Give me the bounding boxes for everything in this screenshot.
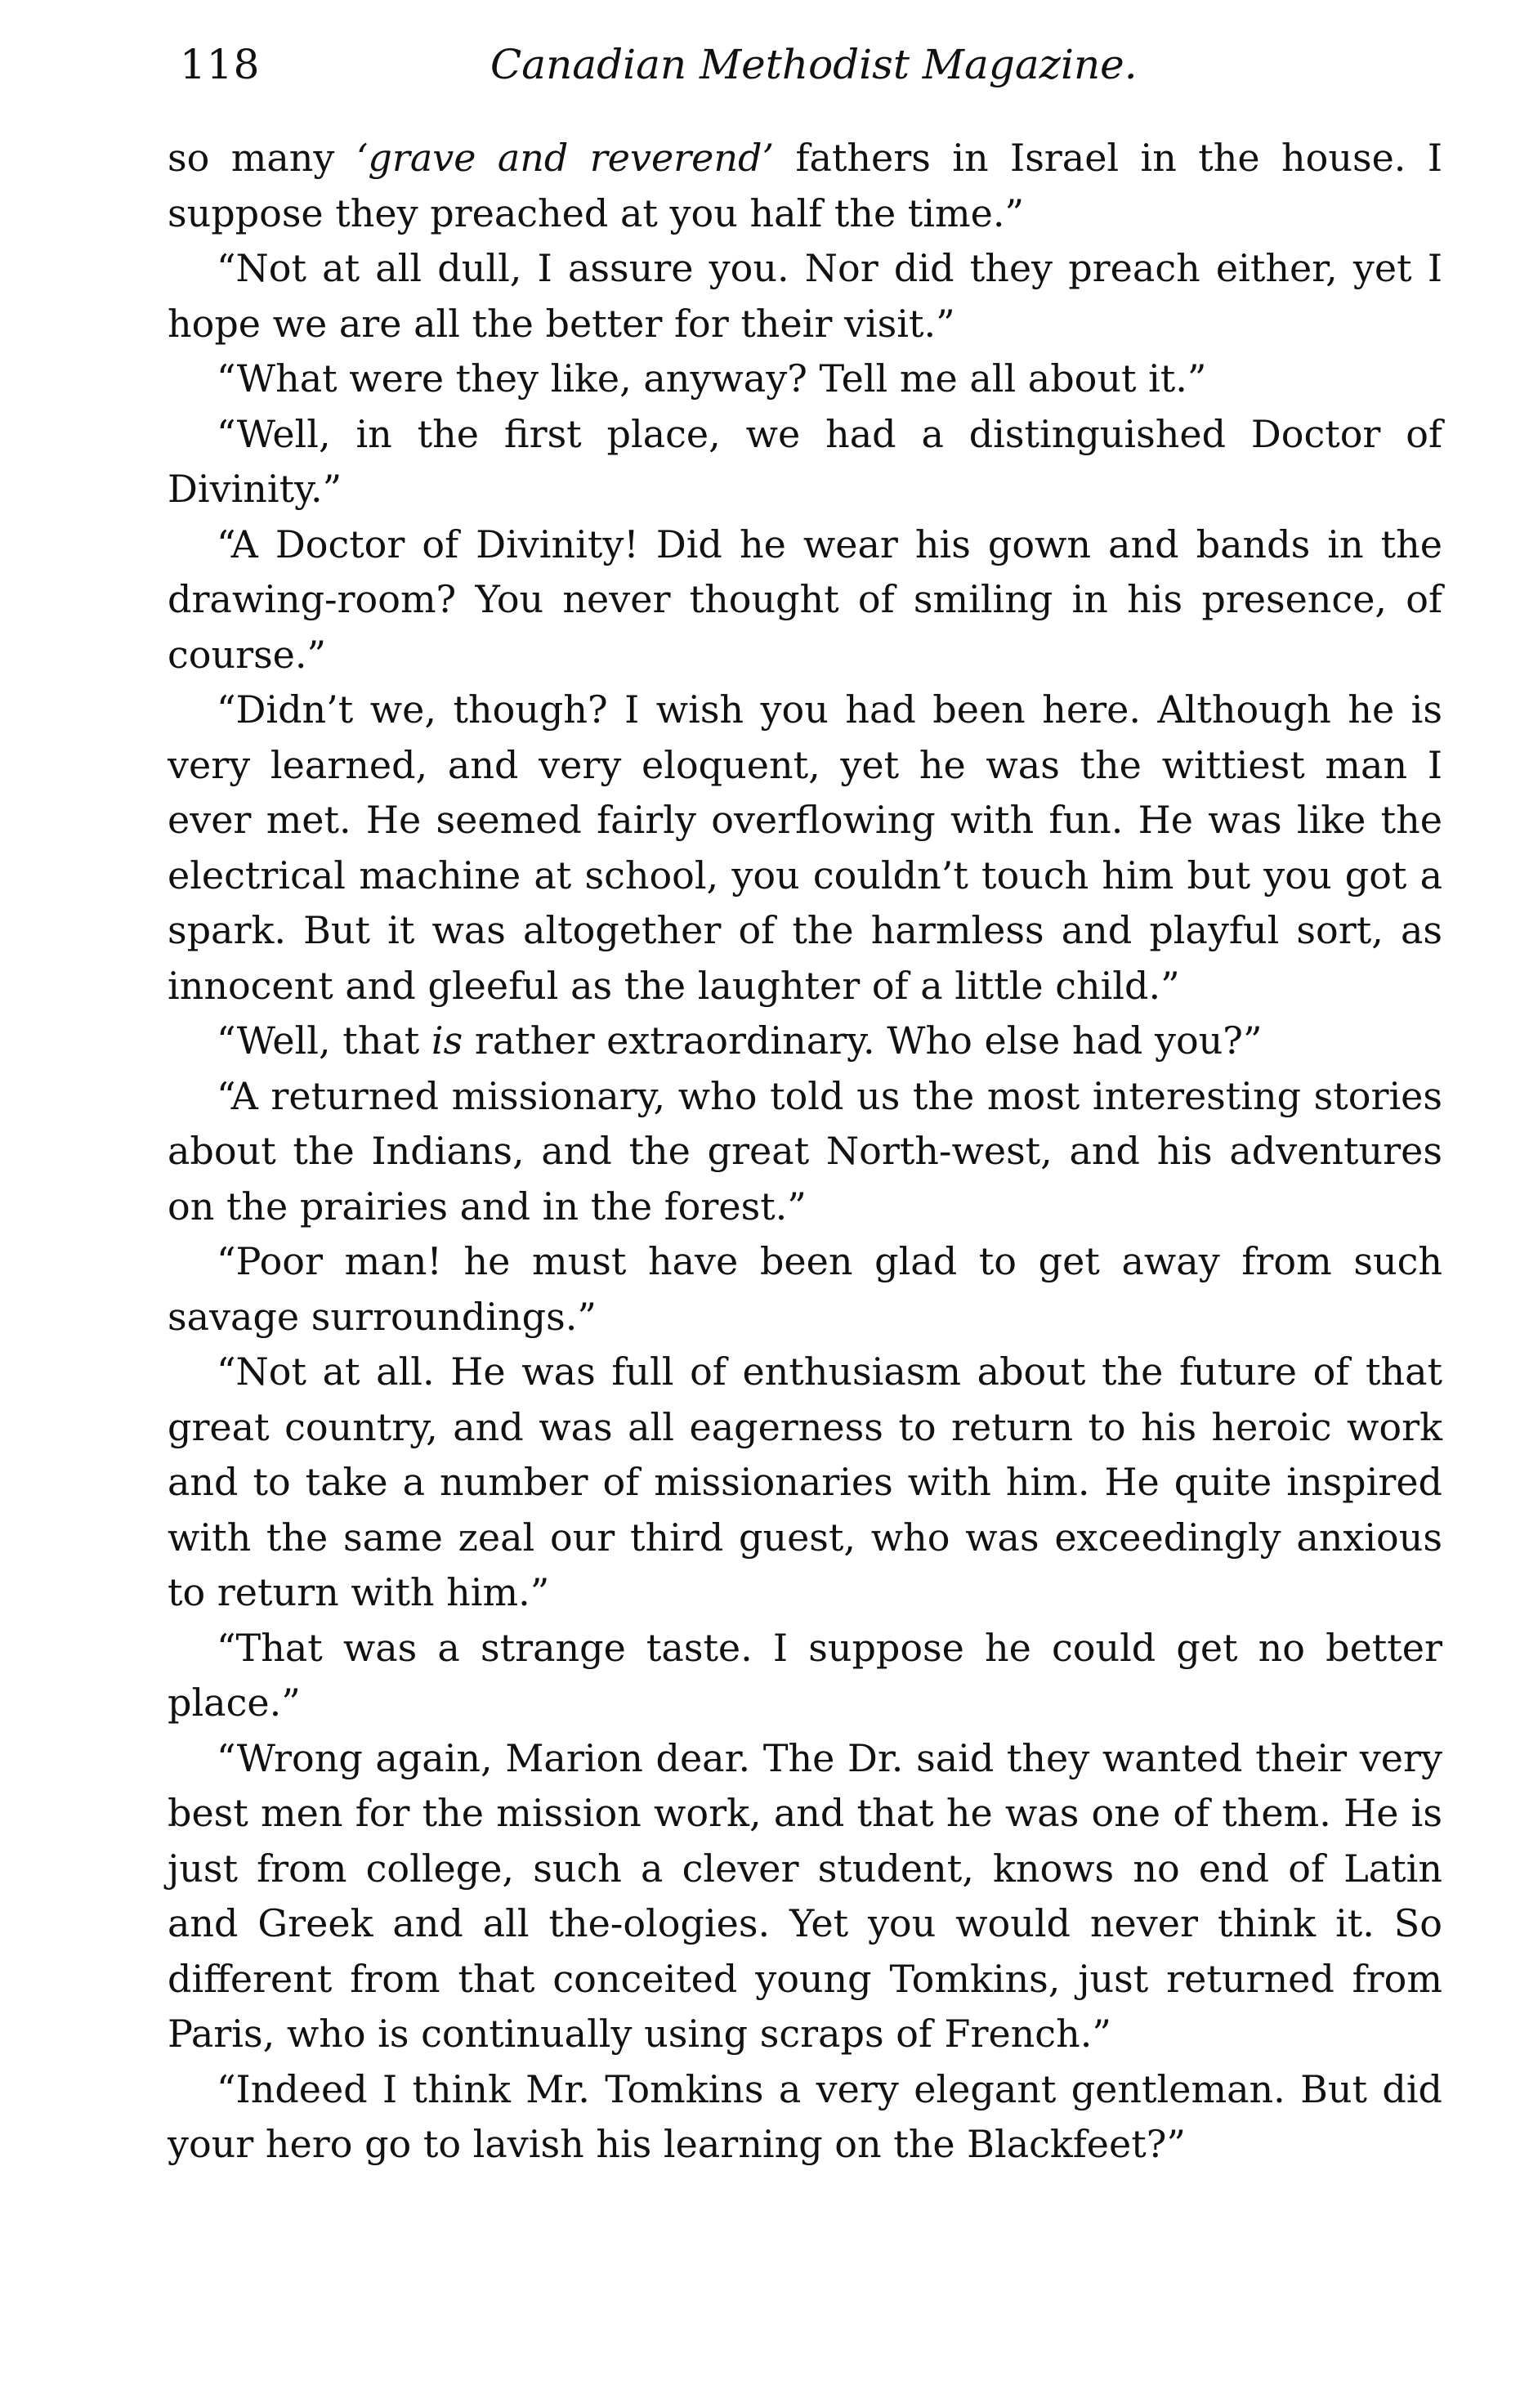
paragraph: “Not at all. He was full of enthusiasm about the future of that great country, and was all eagerness to return to his heroic work and to take a number of missionaries with him. He quite inspired with the same zeal our third guest, who was exceedingly anxious to return with him.”	[168, 1349, 1442, 1614]
page-number: 118	[180, 41, 261, 88]
paragraph: “Poor man! he must have been glad to get away from such savage surroundings.”	[168, 1239, 1442, 1339]
paragraph: “A Doctor of Divinity! Did he wear his gown and bands in the drawing-room? You never thought of smiling in his presence, of course.”	[168, 521, 1442, 677]
paragraph: “Wrong again, Marion dear. The Dr. said they wanted their very best men for the mission work, and that he was one of them. He is just from college, such a clever student, knows no end of Latin and Greek and all the-ologies. Yet you would never think it. So different from that conceited young Tomkins, just returned from Paris, who is continually using scraps of French.”	[168, 1735, 1442, 2056]
paragraph: “Didn’t we, though? I wish you had been here. Although he is very learned, and very eloquent, yet he was the wittiest man I ever met. He seemed fairly overflowing with fun. He was like the electrical machine at school, you couldn’t touch him but you got a spark. But it was altogether of the harmless and playful sort, as innocent and gleeful as the laughter of a little child.”	[168, 687, 1442, 1008]
paragraph: so many ‘grave and reverend’ fathers in Israel in the house. I suppose they preached at you half the time.”	[168, 136, 1442, 235]
paragraph: “Well, that is rather extraordinary. Who else had you?”	[217, 1018, 1263, 1063]
body-text	[168, 131, 1442, 2173]
paragraph: “Indeed I think Mr. Tomkins a very elegant gentleman. But did your hero go to lavish his learning on the Blackfeet?”	[168, 2066, 1442, 2166]
running-title: Canadian Methodist Magazine.	[490, 41, 1138, 88]
paragraph: “That was a strange taste. I suppose he could get no better place.”	[168, 1625, 1442, 1725]
paragraph: “Not at all dull, I assure you. Nor did they preach either, yet I hope we are all the better for their visit.”	[168, 246, 1442, 346]
page-header	[180, 41, 1438, 98]
paragraph: “Well, in the first place, we had a distinguished Doctor of Divinity.”	[168, 411, 1442, 511]
paragraph: “A returned missionary, who told us the most interesting stories about the Indians, and the great North-west, and his adventures on the prairies and in the forest.”	[168, 1073, 1442, 1229]
emphasis: is	[431, 1018, 463, 1063]
emphasis: ‘grave and reverend’	[355, 136, 775, 180]
paragraph: “What were they like, anyway? Tell me all about it.”	[217, 356, 1207, 401]
